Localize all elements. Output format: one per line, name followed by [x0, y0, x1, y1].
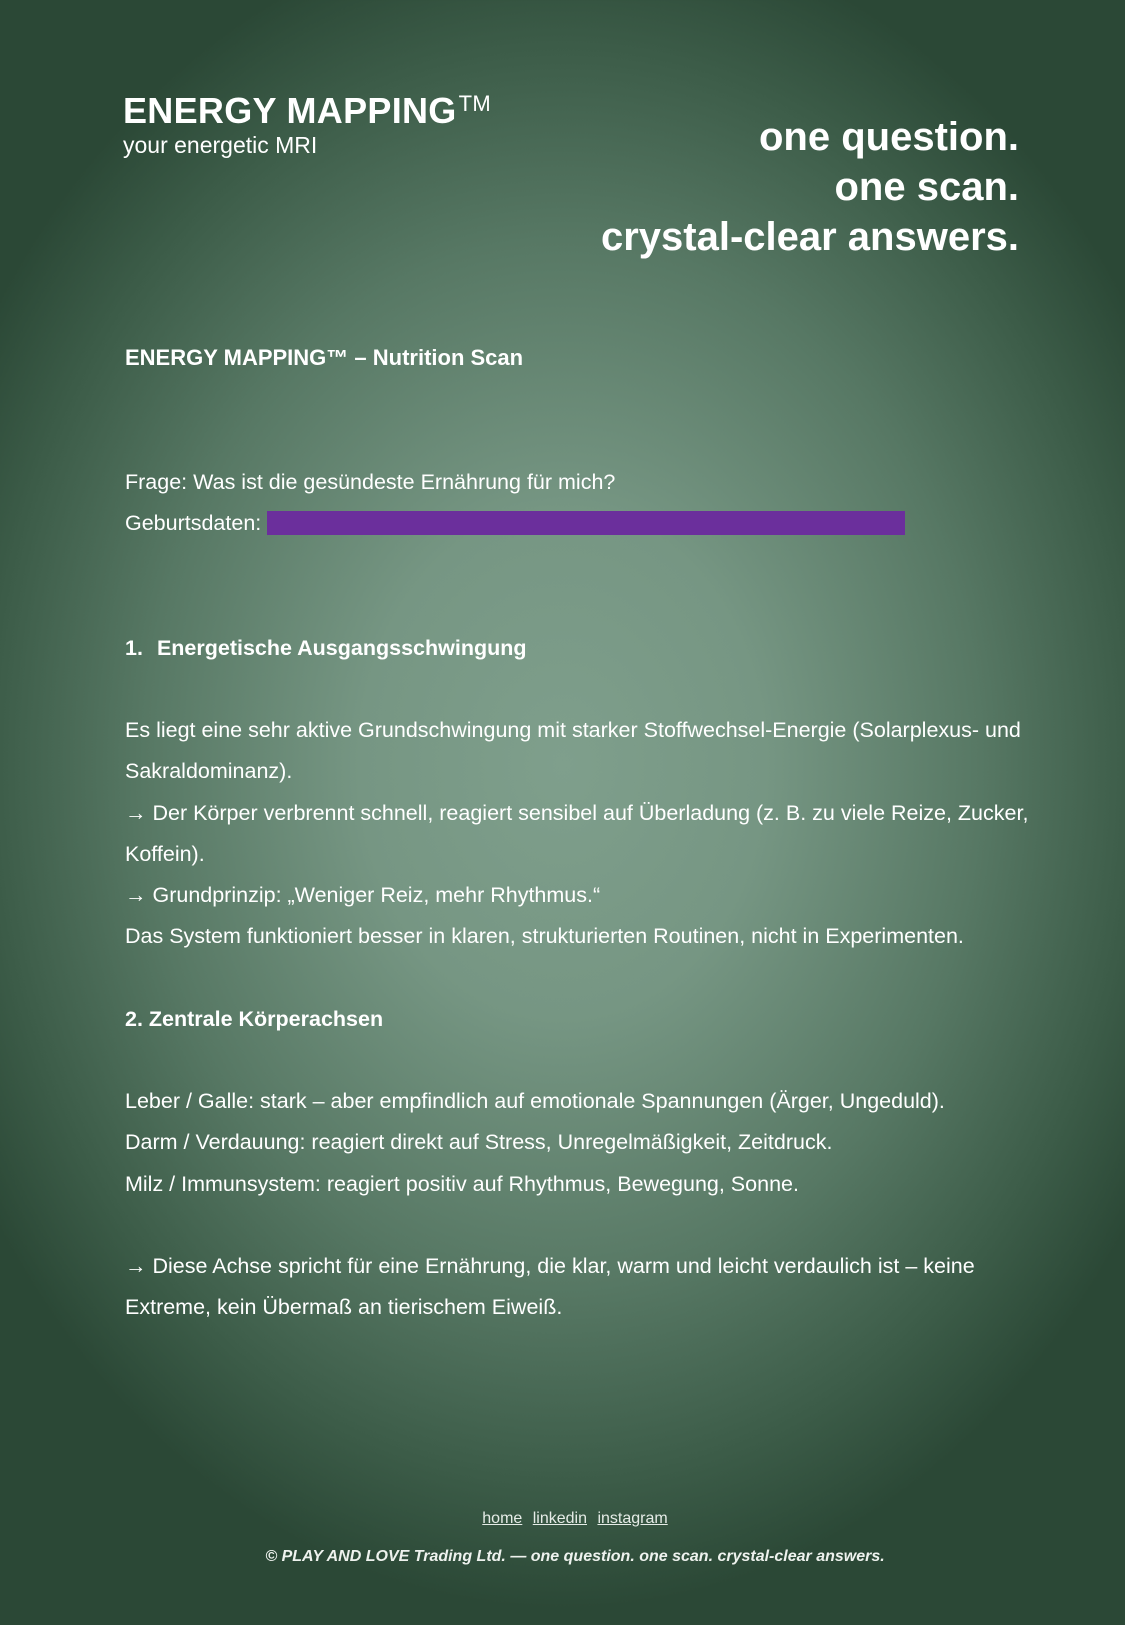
hero-line-3: crystal-clear answers. [600, 215, 1019, 259]
brand-name: ENERGY MAPPING [123, 90, 457, 131]
birth-data-line [125, 511, 905, 536]
section-2-heading: 2. Zentrale Körperachsen [125, 1007, 384, 1031]
trademark-mark: TM [458, 91, 491, 116]
hero-slogan [601, 112, 1019, 262]
section-1-heading [125, 636, 526, 661]
footer-link-home[interactable]: home [482, 1510, 523, 1527]
section-2-body [125, 1081, 1045, 1205]
section-1-line: → Grundprinzip: „Weniger Reiz, mehr Rhythmus.“ [125, 883, 601, 908]
section-1-title: Energetische Ausgangsschwingung [156, 636, 527, 660]
brand-tagline: your energetic MRI [123, 132, 318, 158]
section-1-line: Es liegt eine sehr aktive Grundschwingung mit starker Stoffwechsel-Energie (Solarplexus- und Sakraldominanz). [125, 718, 1021, 784]
hero-line-2: one scan. [834, 165, 1019, 209]
section-1-line: → Der Körper verbrennt schnell, reagiert sensibel auf Überladung (z. B. zu viele Reize, Zucker, Koffein). [125, 800, 1029, 866]
section-1-line: Das System funktioniert besser in klaren, strukturierten Routinen, nicht in Experimenten. [125, 924, 964, 949]
brand-block [123, 82, 491, 159]
section-2-line: Darm / Verdauung: reagiert direkt auf Stress, Unregelmäßigkeit, Zeitdruck. [125, 1130, 833, 1155]
section-1-body [125, 710, 1045, 958]
hero-line-1: one question. [759, 115, 1019, 159]
section-2-line: Leber / Galle: stark – aber empfindlich auf emotionale Spannungen (Ärger, Ungeduld). [125, 1089, 945, 1113]
question-line: Frage: Was ist die gesündeste Ernährung für mich? [125, 470, 616, 494]
footer-links [0, 1510, 1125, 1528]
redaction-bar [267, 511, 905, 535]
section-1-number: 1. [125, 636, 143, 660]
footer-link-linkedin[interactable]: linkedin [532, 1510, 588, 1527]
section-2-conclusion: → Diese Achse spricht für eine Ernährung, die klar, warm und leicht verdaulich ist – keine Extreme, kein Übermaß an tierischem Eiweiß. [125, 1254, 975, 1320]
birth-data-label: Geburtsdaten: [125, 511, 262, 535]
section-2-line: Milz / Immunsystem: reagiert positiv auf Rhythmus, Bewegung, Sonne. [125, 1171, 799, 1196]
document-title: ENERGY MAPPING™ – Nutrition Scan [125, 345, 524, 370]
brand-title [123, 82, 491, 133]
footer-link-instagram[interactable]: instagram [597, 1510, 668, 1527]
footer-copyright: © PLAY AND LOVE Trading Ltd. — one question. one scan. crystal-clear answers. [265, 1548, 885, 1565]
